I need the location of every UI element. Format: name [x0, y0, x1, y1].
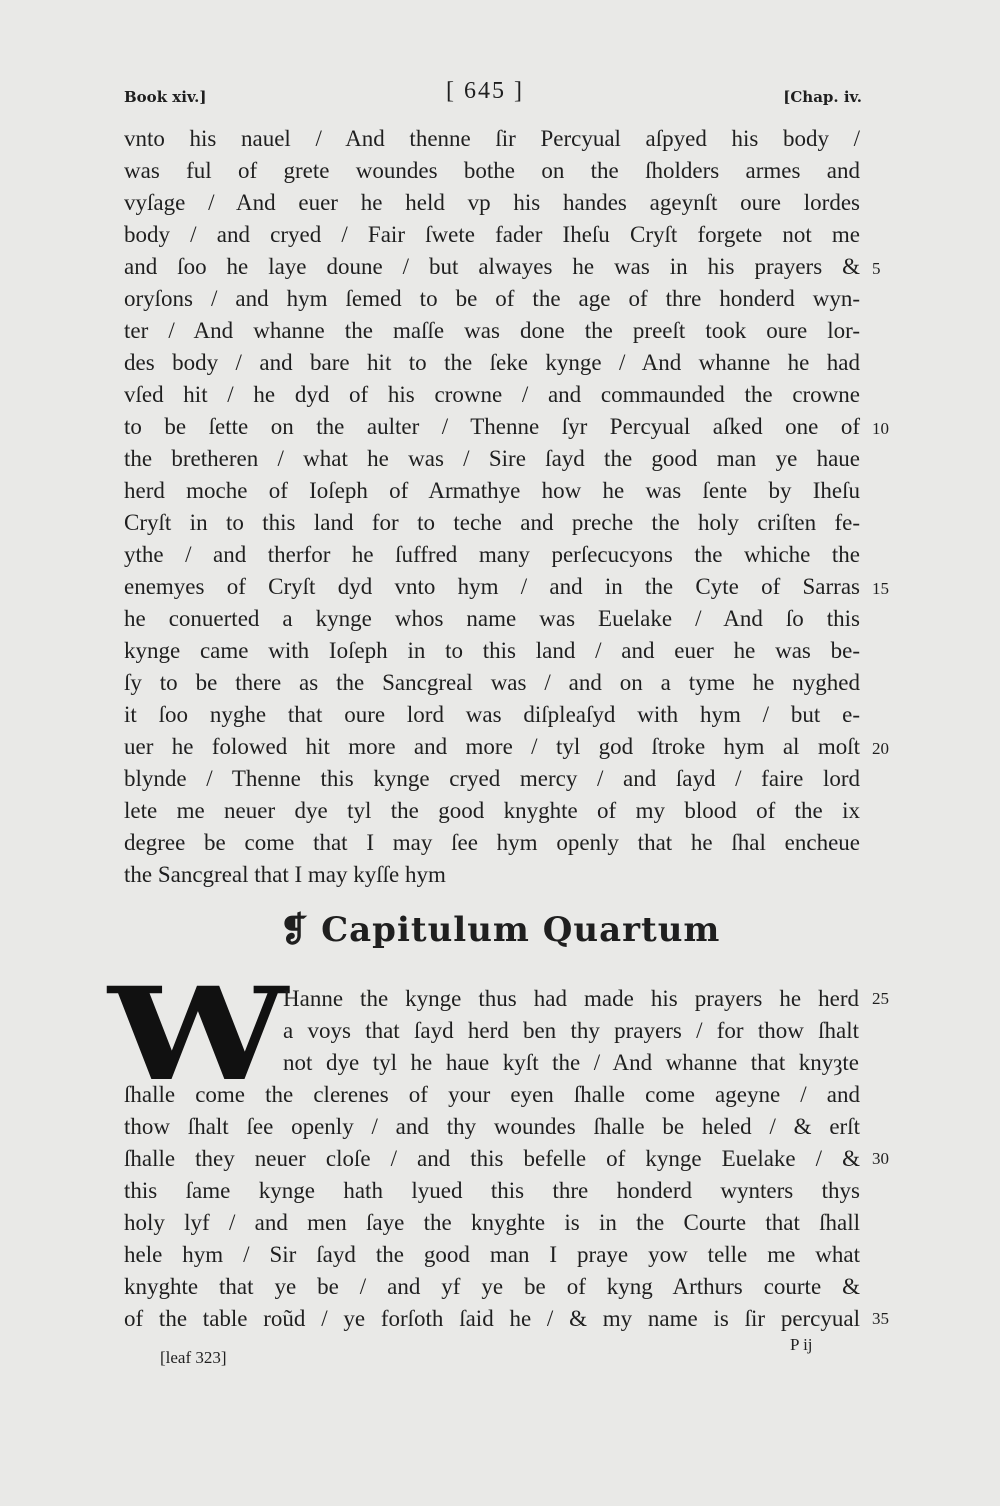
text-line: vſed hit / he dyd of his crowne / and commaunded the crowne	[124, 382, 860, 407]
text-line: ythe / and therfor he ſuffred many perſecucyons the whiche the	[124, 542, 860, 567]
text-line: oryſons / and hym ſemed to be of the age of thre honderd wyn-	[124, 286, 860, 311]
text-line: he conuerted a kynge whos name was Euelake / And ſo this	[124, 606, 860, 631]
page-number: [ 645 ]	[446, 78, 524, 104]
text-line: Hanne the kynge thus had made his prayers he herd	[283, 986, 859, 1011]
text-line: the bretheren / what he was / Sire ſayd the good man ye haue	[124, 446, 860, 471]
text-line: it ſoo nyghe that oure lord was diſpleaſyd with hym / but e-	[124, 702, 860, 727]
line-number: 25	[872, 989, 889, 1008]
text-line: ſy to be there as the Sancgreal was / and on a tyme he nyghed	[124, 670, 860, 695]
text-line: des body / and bare hit to the ſeke kynge / And whanne he had	[124, 350, 860, 375]
text-line: the Sancgreal that I may kyſſe hym	[124, 862, 446, 887]
drop-capital: W	[108, 960, 288, 1110]
text-line: uer he folowed hit more and more / tyl god ſtroke hym al moſt	[124, 734, 860, 759]
line-number: 35	[872, 1309, 889, 1328]
text-line: holy lyf / and men ſaye the knyghte is in the Courte that ſhall	[124, 1210, 860, 1235]
text-line: vnto his nauel / And thenne ſir Percyual aſpyed his body /	[124, 126, 860, 151]
text-line: vyſage / And euer he held vp his handes ageynſt oure lordes	[124, 190, 860, 215]
text-line: enemyes of Cryſt dyd vnto hym / and in the Cyte of Sarras	[124, 574, 860, 599]
pilcrow-icon: ❡	[279, 910, 310, 950]
text-line: to be ſette on the aulter / Thenne ſyr Percyual aſked one of	[124, 414, 860, 439]
text-line: kynge came with Ioſeph in to this land / and euer he was be-	[124, 638, 860, 663]
line-number: 15	[872, 579, 889, 598]
page-header	[124, 78, 862, 114]
text-line: thow ſhalt ſee openly / and thy woundes ſhalle be heled / & erſt	[124, 1114, 860, 1139]
leaf-reference: [leaf 323]	[160, 1348, 227, 1367]
text-line: a voys that ſayd herd ben thy prayers / for thow ſhalt	[283, 1018, 859, 1043]
text-line: hele hym / Sir ſayd the good man I praye yow telle me what	[124, 1242, 860, 1267]
text-line: of the table roũd / ye forſoth ſaid he / & my name is ſir percyual	[124, 1306, 860, 1331]
text-line: Cryſt in to this land for to teche and preche the holy criſten fe-	[124, 510, 860, 535]
text-line: ſhalle come the clerenes of your eyen ſhalle come ageyne / and	[124, 1082, 860, 1107]
text-line: blynde / Thenne this kynge cryed mercy / and ſayd / faire lord	[124, 766, 860, 791]
text-line: ter / And whanne the maſſe was done the preeſt took oure lor-	[124, 318, 860, 343]
text-line: ſhalle they neuer cloſe / and this befelle of kynge Euelake / &	[124, 1146, 860, 1171]
text-line: herd moche of Ioſeph of Armathye how he was ſente by Iheſu	[124, 478, 860, 503]
book-label: Book xiv.]	[124, 88, 207, 106]
text-line: body / and cryed / Fair ſwete fader Iheſu Cryſt forgete not me	[124, 222, 860, 247]
text-line: and ſoo he laye doune / but alwayes he was in his prayers &	[124, 254, 860, 279]
line-number: 10	[872, 419, 889, 438]
text-line: not dye tyl he haue kyſt the / And whanne that knyȝte	[283, 1050, 859, 1075]
chapter-heading	[0, 910, 1000, 950]
signature-mark: P ij	[790, 1335, 813, 1354]
chapter-heading-text: Capitulum Quartum	[321, 910, 721, 950]
text-line: lete me neuer dye tyl the good knyghte of my blood of the ix	[124, 798, 860, 823]
text-line: this ſame kynge hath lyued this thre honderd wynters thys	[124, 1178, 860, 1203]
text-line: knyghte that ye be / and yf ye be of kyng Arthurs courte &	[124, 1274, 860, 1299]
text-line: was ful of grete woundes bothe on the ſholders armes and	[124, 158, 860, 183]
chapter-label: [Chap. iv.	[783, 88, 862, 106]
text-line: degree be come that I may ſee hym openly that he ſhal encheue	[124, 830, 860, 855]
line-number: 30	[872, 1149, 889, 1168]
line-number: 20	[872, 739, 889, 758]
line-number: 5	[872, 259, 881, 278]
